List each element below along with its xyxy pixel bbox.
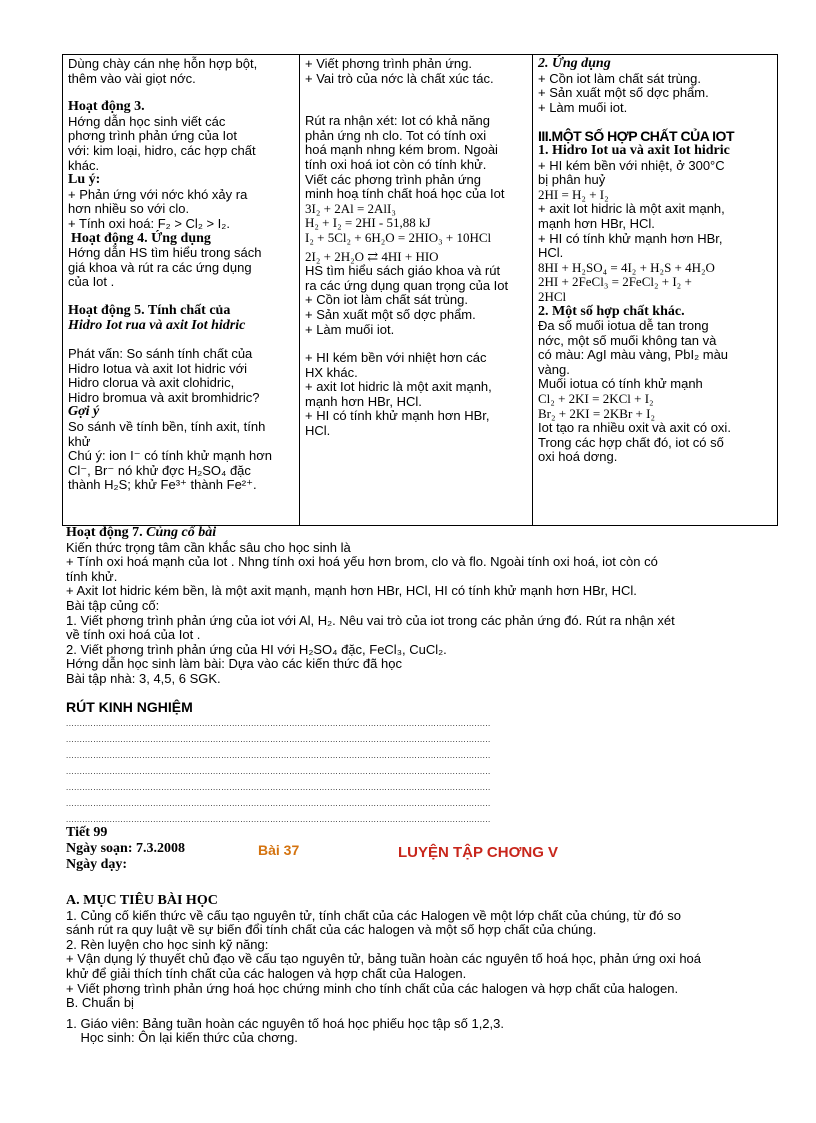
text-line: + HI có tính khử mạnh hơn HBr,	[305, 408, 490, 424]
text-line: HS tìm hiểu sách giáo khoa và rút	[305, 263, 501, 279]
section-iii-heading: III.MỘT SỐ HỢP CHẤT CỦA IOT	[538, 128, 735, 145]
text-line: + HI kém bền với nhiệt hơn các	[305, 350, 487, 366]
applications-heading: 2. Ứng dụng	[538, 56, 611, 71]
text-line: + Làm muối iot.	[538, 99, 628, 115]
objectives-block	[66, 894, 782, 1046]
blank-line: ............................................................................................................................................................	[66, 735, 491, 744]
text-line: bị phân huỷ	[538, 172, 606, 188]
text-line: phản ứng nh clo. Tot có tính oxi	[305, 127, 487, 143]
text-line: + Viết phơng trình phản ứng hoá học chứng minh cho tính chất của các halogen và hợp chất của halogen.	[66, 980, 679, 996]
text-line: Bài tập củng cố:	[66, 597, 160, 613]
text-line: thành H₂S; khử Fe³⁺ thành Fe²⁺.	[68, 477, 257, 493]
text-line: Chú ý: ion I⁻ có tính khử mạnh hơn	[68, 448, 273, 464]
activity-4-heading: Hoạt động 4. Ứng dụng	[71, 230, 211, 246]
table-row	[63, 55, 778, 526]
text-line: + Tính oxi hoá: F₂ > Cl₂ > I₂.	[68, 215, 230, 231]
text-line: khử để giải thích tính chất của các halogen và hợp chất của Halogen.	[66, 965, 467, 981]
text-line: vàng.	[538, 361, 570, 377]
text-line: nớc, một số muối không tan và	[538, 332, 717, 348]
objectives-heading: A. MỤC TIÊU BÀI HỌC	[66, 893, 218, 908]
text-line: mạnh hơn HBr, HCl.	[305, 393, 422, 409]
text-line: + HI có tính khử mạnh hơn HBr,	[538, 230, 723, 246]
text-line: Hidro clorua và axit clohidric,	[68, 375, 235, 391]
blank-line: ............................................................................................................................................................	[66, 751, 491, 760]
text-line: + Tính oxi hoá mạnh của Iot . Nhng tính oxi hoá yếu hơn brom, clo và flo. Ngoài tính oxi hoá, iot còn có	[66, 554, 658, 570]
hydroiodide-heading: 1. Hidro Iot ua và axit Iot hidric	[538, 142, 730, 158]
text-line: với: kim loại, hidro, các hợp chất	[68, 142, 256, 158]
text-line: Hớng dẫn học sinh viết các	[68, 113, 226, 129]
text-line: oxi hoá dơng.	[538, 449, 618, 465]
text-line: tính oxi hoá iot còn có tính khử.	[305, 156, 487, 172]
lesson-number: Bài 37	[258, 842, 300, 858]
text-line: hoá mạnh nhng kém brom. Ngoài	[305, 142, 498, 158]
text-line: + Sản xuất một số dợc phẩm.	[538, 85, 709, 101]
text-line: khác.	[68, 157, 100, 173]
text-line: 1. Củng cố kiến thức về cấu tạo nguyên tử, tính chất của các Halogen về một lớp chất của chúng, từ đó so	[66, 907, 681, 923]
text-line: của Iot .	[68, 274, 115, 290]
lesson-title: LUYỆN TẬP CHƠNG V	[398, 844, 559, 861]
text-line: Bài tập nhà: 3, 4,5, 6 SGK.	[66, 670, 221, 686]
text-line: + Cồn iot làm chất sát trùng.	[538, 70, 701, 86]
text-line: Cl⁻, Br⁻ nó khử đợc H₂SO₄ đặc	[68, 462, 251, 478]
question-line: Phát vấn: So sánh tính chất của	[68, 346, 253, 362]
hint-heading: Gợi ý	[68, 404, 100, 420]
lesson-info	[66, 825, 185, 873]
activity-7-heading	[66, 526, 782, 541]
text-line: Muối iotua có tính khử mạnh	[538, 376, 703, 392]
text-line: ra các ứng dụng quan trọng của Iot	[305, 277, 509, 293]
prep-heading: B. Chuẩn bị	[66, 995, 134, 1011]
text-line: Học sinh: Ôn lại kiến thức của chơng.	[66, 1030, 298, 1046]
text-line: Kiến thức trọng tâm cần khắc sâu cho học sinh là	[66, 539, 351, 555]
text-line: + Viết phơng trình phản ứng.	[305, 56, 472, 71]
text-line: + Vận dụng lý thuyết chủ đạo về cấu tạo nguyên tử, bảng tuần hoàn các nguyên tố hoá học, phản ứng oxi hoá	[66, 951, 702, 967]
text-line: Đa số muối iotua dễ tan trong	[538, 318, 709, 334]
other-compounds-heading: 2. Một số hợp chất khác.	[538, 303, 685, 319]
text-line: + Sản xuất một số dợc phẩm.	[305, 306, 476, 322]
blank-line: ............................................................................................................................................................	[66, 767, 491, 776]
text-line: Hidro bromua và axit bromhidric?	[68, 389, 260, 405]
blank-line: ............................................................................................................................................................	[66, 815, 491, 824]
equation-line: 8HI + H₂SO₄ = 4I₂ + H₂S + 4H₂O	[538, 259, 715, 275]
teacher-activity-column	[63, 55, 300, 526]
text-line: + Làm muối iot.	[305, 321, 395, 337]
text-line: khử	[68, 433, 91, 449]
text-line: Hớng dẫn học sinh làm bài: Dựa vào các kiến thức đã học	[66, 656, 402, 672]
text-line: Hớng dẫn HS tìm hiểu trong sách	[68, 245, 262, 261]
equation-line: 2I₂ + 2H₂O ⇄ 4HI + HIO	[305, 248, 439, 264]
content-column	[533, 55, 778, 526]
teach-date: Ngày dạy:	[66, 857, 128, 872]
text-line: có màu: AgI màu vàng, PbI₂ màu	[538, 347, 729, 363]
text-line: tính khử.	[66, 568, 118, 584]
text-line: HCl.	[538, 245, 564, 261]
text-line: hơn nhiều so với clo.	[68, 201, 190, 217]
note-heading: Lu ý:	[68, 172, 101, 188]
activity-7-title: Củng cố bài	[146, 525, 217, 540]
activity-7-label: Hoạt động 7.	[66, 525, 147, 540]
text-line: + Axit Iot hidric kém bền, là một axit mạnh, mạnh hơn HBr, HCl, HI có tính khử mạnh hơn HBr, HCl.	[66, 583, 637, 599]
activity-5-heading: Hoạt động 5. Tính chất của	[68, 302, 231, 318]
text-line: + Phản ứng với nớc khó xảy ra	[68, 186, 248, 202]
text-line: 2. Viết phơng trình phản ứng của HI với H₂SO₄ đặc, FeCl₃, CuCl₂.	[66, 641, 447, 657]
text-line: + axit Iot hidric là một axit mạnh,	[538, 201, 725, 217]
text-line: minh hoạ tính chất hoá học của Iot	[305, 186, 505, 202]
text-line: phơng trình phản ứng của Iot	[68, 128, 238, 144]
text-line: So sánh về tính bền, tính axit, tính	[68, 419, 266, 435]
activity-3-heading: Hoạt động 3.	[68, 99, 145, 115]
equation-line: I₂ + 5Cl₂ + 6H₂O = 2HIO₃ + 10HCl	[305, 229, 492, 245]
period-number: Tiết 99	[66, 825, 108, 840]
activity-7-block	[66, 526, 782, 687]
text-line: Dùng chày cán nhẹ hỗn hợp bột,	[68, 56, 258, 71]
text-line: Rút ra nhận xét: Iot có khả năng	[305, 113, 491, 129]
text-line: + HI kém bền với nhiệt, ở 300°C	[538, 157, 725, 173]
text-line: HCl.	[305, 423, 331, 439]
equation-line: 2HI + 2FeCl₃ = 2FeCl₂ + I₂ +	[538, 274, 692, 290]
equation-line: Cl₂ + 2KI = 2KCl + I₂	[538, 391, 654, 407]
text-line: Trong các hợp chất đó, iot có số	[538, 434, 724, 450]
text-line: về tính oxi hoá của Iot .	[66, 627, 201, 643]
equation-line: 2HCl	[538, 288, 567, 304]
text-line: mạnh hơn HBr, HCl.	[538, 215, 655, 231]
text-line: 1. Giáo viên: Bảng tuần hoàn các nguyên tố hoá học phiếu học tập số 1,2,3.	[66, 1015, 504, 1031]
prep-date: Ngày soạn: 7.3.2008	[66, 841, 186, 856]
text-line: Viết các phơng trình phản ứng	[305, 171, 481, 187]
lesson-table	[62, 54, 778, 526]
equation-line: 2HI = H₂ + I₂	[538, 186, 609, 202]
text-line: HX khác.	[305, 364, 358, 380]
text-line: giá khoa và rút ra các ứng dụng	[68, 259, 252, 275]
equation-line: Br₂ + 2KI = 2KBr + I₂	[538, 405, 655, 421]
equation-line: H₂ + I₂ = 2HI - 51,88 kJ	[305, 215, 431, 231]
text-line: 2. Rèn luyện cho học sinh kỹ năng:	[66, 936, 269, 952]
text-line: + Cồn iot làm chất sát trùng.	[305, 292, 468, 308]
blank-line: ............................................................................................................................................................	[66, 719, 491, 728]
text-line: + Vai trò của nớc là chất xúc tác.	[305, 70, 494, 86]
text-line: 1. Viết phơng trình phản ứng của iot với Al, H₂. Nêu vai trò của iot trong các phản ứng đó. Rút ra nhận xét	[66, 612, 675, 628]
text-line: thêm vào vài giọt nớc.	[68, 70, 196, 86]
text-line: Hidro Iotua và axit Iot hidric với	[68, 360, 248, 376]
activity-5-subheading: Hidro Iot rua và axit Iot hidric	[68, 317, 246, 333]
text-line: sánh rút ra quy luật về sự biến đổi tính chất của các halogen và một số hợp chất của chúng.	[66, 922, 597, 938]
blank-line: ............................................................................................................................................................	[66, 799, 491, 808]
text-line: + axit Iot hidric là một axit mạnh,	[305, 379, 492, 395]
text-line: Iot tạo ra nhiều oxit và axit có oxi.	[538, 420, 731, 436]
blank-line: ............................................................................................................................................................	[66, 783, 491, 792]
student-activity-column	[300, 55, 533, 526]
experience-heading: RÚT KINH NGHIỆM	[66, 699, 193, 715]
equation-line: 3I₂ + 2Al = 2AlI₃	[305, 200, 396, 216]
